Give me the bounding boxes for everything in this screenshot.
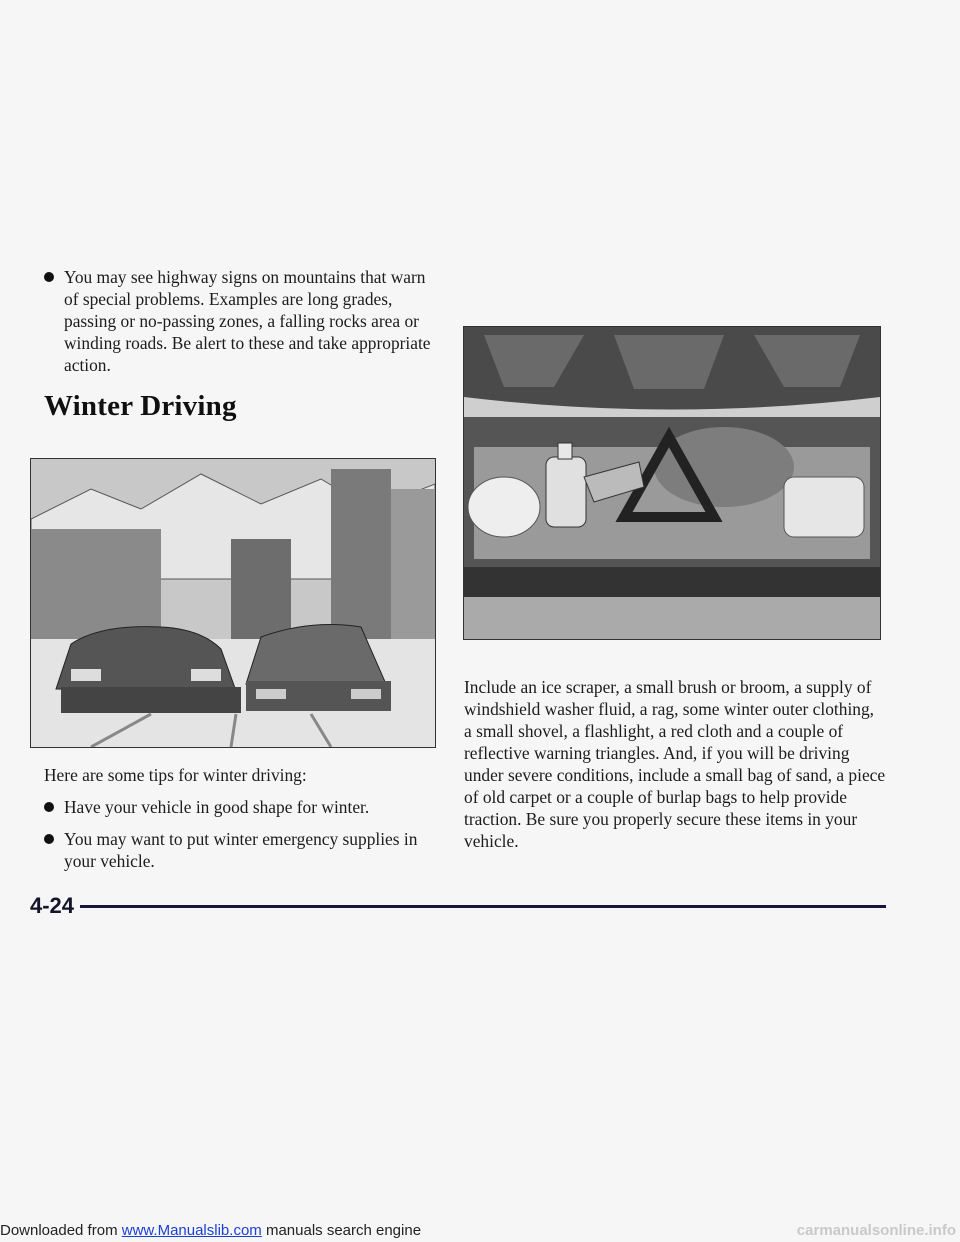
bullet-text: You may want to put winter emergency supplies in your vehicle.: [64, 829, 418, 871]
download-suffix: manuals search engine: [261, 1222, 422, 1239]
bullet-text: You may see highway signs on mountains that warn of special problems. Examples are long grades, passing or no-passing zones, a falling rocks area or winding roads. Be alert to these and take appropriate action.: [64, 267, 431, 375]
highway-signs-bullet: [44, 266, 442, 376]
footer-rule: [80, 905, 886, 908]
trunk-supplies-illustration: [463, 326, 881, 640]
page-footer: [30, 891, 886, 921]
bullet-dot-icon: [44, 802, 54, 812]
download-prefix: Downloaded from: [0, 1222, 122, 1239]
emergency-supplies-paragraph: Include an ice scraper, a small brush or broom, a supply of windshield washer fluid, a rag, some winter outer clothing, a small shovel, a flashlight, a red cloth and a couple of reflective warning triangles. And, if you will be driving under severe conditions, include a small bag of sand, a piece of old carpet or a couple of burlap bags to help provide traction. Be sure you properly secure these items in your vehicle.: [464, 677, 886, 851]
page-number: 4-24: [30, 893, 75, 918]
bullet-dot-icon: [44, 834, 54, 844]
manualslib-link[interactable]: www.Manualslib.com: [121, 1222, 262, 1239]
emergency-supplies-bullet: [44, 828, 442, 872]
winter-street-illustration: [30, 458, 436, 748]
watermark: carmanualsonline.info: [796, 1222, 956, 1239]
bullet-text: Have your vehicle in good shape for winter.: [64, 797, 370, 817]
winter-tips-intro: Here are some tips for winter driving:: [44, 765, 307, 785]
bullet-dot-icon: [44, 272, 54, 282]
section-heading: Winter Driving: [44, 390, 237, 422]
vehicle-shape-bullet: [44, 796, 442, 818]
